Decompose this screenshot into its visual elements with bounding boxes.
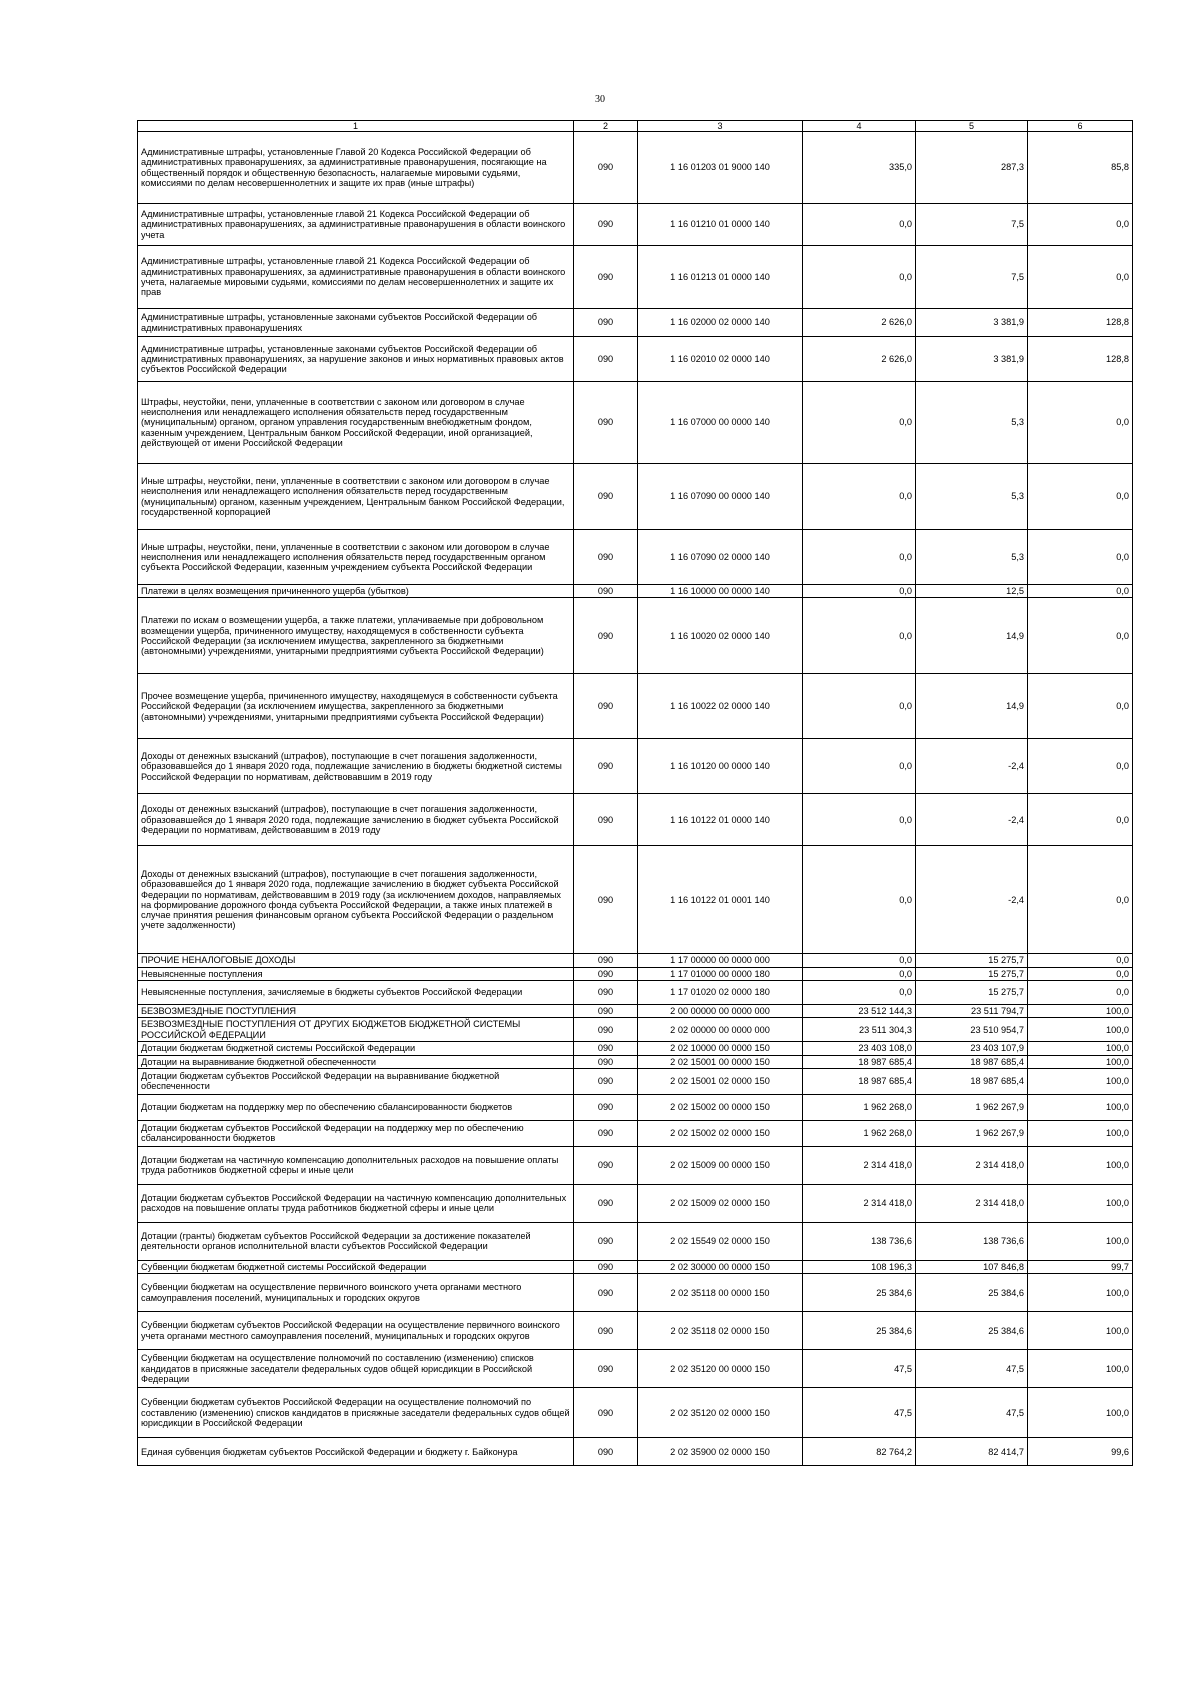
row-value-col4-cell: 82 764,2 — [803, 1438, 916, 1466]
row-kbk-cell: 1 16 01203 01 9000 140 — [638, 132, 803, 204]
row-code-cell: 090 — [574, 1274, 638, 1312]
row-value-col6-cell: 100,0 — [1028, 1042, 1133, 1055]
row-value-col4-cell: 47,5 — [803, 1350, 916, 1388]
row-code-cell: 090 — [574, 1350, 638, 1388]
table-row — [138, 1068, 1133, 1094]
row-name-cell: БЕЗВОЗМЕЗДНЫЕ ПОСТУПЛЕНИЯ — [138, 1004, 574, 1017]
row-value-col6-cell: 100,0 — [1028, 1350, 1133, 1388]
row-name-cell: Административные штрафы, установленные Главой 20 Кодекса Российской Федерации об административных правонарушениях, за административные правонарушения, посягающие на общественный порядок и общественную безопасность, налагаемые мировыми судьями, комиссиями по делам несовершеннолетних и защите их прав (иные штрафы) — [138, 132, 574, 204]
row-value-col5-cell: 12,5 — [916, 585, 1028, 598]
row-value-col5-cell: 18 987 685,4 — [916, 1068, 1028, 1094]
row-value-col5-cell: 3 381,9 — [916, 309, 1028, 337]
row-value-col5-cell: 23 511 794,7 — [916, 1004, 1028, 1017]
row-value-col5-cell: 3 381,9 — [916, 337, 1028, 382]
table-row — [138, 1350, 1133, 1388]
row-value-col4-cell: 138 736,6 — [803, 1222, 916, 1260]
column-header: 4 — [803, 121, 916, 132]
row-name-cell: Штрафы, неустойки, пени, уплаченные в соответствии с законом или договором в случае неисполнения или ненадлежащего исполнения обязательств перед государственным (муниципальным) органом, органом управления государственным внебюджетным фондом, казенным учреждением, Центральным банком Российской Федерации, иной организацией, действующей от имени Российской Федерации — [138, 382, 574, 464]
row-value-col5-cell: 82 414,7 — [916, 1438, 1028, 1466]
row-code-cell: 090 — [574, 1042, 638, 1055]
row-kbk-cell: 1 16 01213 01 0000 140 — [638, 246, 803, 309]
row-value-col4-cell: 0,0 — [803, 585, 916, 598]
row-value-col4-cell: 2 314 418,0 — [803, 1146, 916, 1184]
table-row — [138, 1184, 1133, 1222]
row-kbk-cell: 1 16 10022 02 0000 140 — [638, 674, 803, 739]
row-name-cell: Дотации бюджетам на частичную компенсацию дополнительных расходов на повышение оплаты труда работников бюджетной сферы и иные цели — [138, 1146, 574, 1184]
row-kbk-cell: 1 17 01000 00 0000 180 — [638, 967, 803, 980]
row-value-col6-cell: 0,0 — [1028, 598, 1133, 674]
row-value-col6-cell: 99,7 — [1028, 1260, 1133, 1273]
table-row — [138, 530, 1133, 585]
table-row — [138, 1018, 1133, 1042]
column-header: 5 — [916, 121, 1028, 132]
row-name-cell: Административные штрафы, установленные главой 21 Кодекса Российской Федерации об административных правонарушениях, за административные правонарушения в области воинского учета — [138, 204, 574, 246]
row-code-cell: 090 — [574, 598, 638, 674]
row-name-cell: Административные штрафы, установленные законами субъектов Российской Федерации об административных правонарушениях, за нарушение законов и иных нормативных правовых актов субъектов Российской Федерации — [138, 337, 574, 382]
column-header: 3 — [638, 121, 803, 132]
row-value-col5-cell: 7,5 — [916, 246, 1028, 309]
column-header: 1 — [138, 121, 574, 132]
row-kbk-cell: 2 00 00000 00 0000 000 — [638, 1004, 803, 1017]
row-kbk-cell: 2 02 15001 02 0000 150 — [638, 1068, 803, 1094]
row-value-col4-cell: 0,0 — [803, 382, 916, 464]
row-kbk-cell: 2 02 15009 00 0000 150 — [638, 1146, 803, 1184]
row-value-col6-cell: 100,0 — [1028, 1055, 1133, 1068]
table-row — [138, 132, 1133, 204]
row-name-cell: Административные штрафы, установленные главой 21 Кодекса Российской Федерации об административных правонарушениях, за административные правонарушения в области воинского учета, налагаемые мировыми судьями, комиссиями по делам несовершеннолетних и защите их прав — [138, 246, 574, 309]
row-code-cell: 090 — [574, 954, 638, 967]
row-kbk-cell: 2 02 00000 00 0000 000 — [638, 1018, 803, 1042]
row-code-cell: 090 — [574, 464, 638, 530]
row-value-col5-cell: 14,9 — [916, 598, 1028, 674]
row-value-col6-cell: 0,0 — [1028, 967, 1133, 980]
row-code-cell: 090 — [574, 739, 638, 794]
row-value-col5-cell: 23 510 954,7 — [916, 1018, 1028, 1042]
row-value-col4-cell: 0,0 — [803, 464, 916, 530]
table-row — [138, 1055, 1133, 1068]
row-name-cell: Иные штрафы, неустойки, пени, уплаченные в соответствии с законом или договором в случае неисполнения или ненадлежащего исполнения обязательств перед государственным (муниципальным) органом, казенным учреждением, Центральным банком Российской Федерации, государственной корпорацией — [138, 464, 574, 530]
row-code-cell: 090 — [574, 1094, 638, 1120]
row-code-cell: 090 — [574, 1388, 638, 1438]
row-value-col5-cell: 18 987 685,4 — [916, 1055, 1028, 1068]
row-value-col6-cell: 100,0 — [1028, 1068, 1133, 1094]
row-value-col6-cell: 128,8 — [1028, 309, 1133, 337]
row-value-col4-cell: 0,0 — [803, 739, 916, 794]
row-value-col6-cell: 100,0 — [1028, 1312, 1133, 1350]
row-code-cell: 090 — [574, 1146, 638, 1184]
row-name-cell: Дотации бюджетам бюджетной системы Российской Федерации — [138, 1042, 574, 1055]
row-kbk-cell: 1 16 10122 01 0001 140 — [638, 846, 803, 954]
table-row — [138, 337, 1133, 382]
row-kbk-cell: 2 02 10000 00 0000 150 — [638, 1042, 803, 1055]
table-row — [138, 1222, 1133, 1260]
row-kbk-cell: 1 17 00000 00 0000 000 — [638, 954, 803, 967]
row-code-cell: 090 — [574, 204, 638, 246]
row-value-col5-cell: 15 275,7 — [916, 954, 1028, 967]
row-value-col6-cell: 100,0 — [1028, 1184, 1133, 1222]
row-value-col5-cell: 287,3 — [916, 132, 1028, 204]
row-value-col4-cell: 335,0 — [803, 132, 916, 204]
row-name-cell: Субвенции бюджетам на осуществление первичного воинского учета органами местного самоуправления поселений, муниципальных и городских округов — [138, 1274, 574, 1312]
row-value-col4-cell: 2 626,0 — [803, 337, 916, 382]
row-name-cell: Невыясненные поступления, зачисляемые в бюджеты субъектов Российской Федерации — [138, 980, 574, 1004]
row-kbk-cell: 2 02 30000 00 0000 150 — [638, 1260, 803, 1273]
row-value-col4-cell: 0,0 — [803, 674, 916, 739]
row-value-col5-cell: 5,3 — [916, 382, 1028, 464]
table-header-row — [138, 121, 1133, 132]
table-row — [138, 846, 1133, 954]
row-name-cell: Иные штрафы, неустойки, пени, уплаченные в соответствии с законом или договором в случае неисполнения или ненадлежащего исполнения обязательств перед государственным органом субъекта Российской Федерации, казенным учреждением субъекта Российской Федерации — [138, 530, 574, 585]
table-row — [138, 1042, 1133, 1055]
row-value-col6-cell: 0,0 — [1028, 585, 1133, 598]
row-code-cell: 090 — [574, 1438, 638, 1466]
row-value-col5-cell: 25 384,6 — [916, 1312, 1028, 1350]
row-code-cell: 090 — [574, 585, 638, 598]
row-kbk-cell: 1 16 10000 00 0000 140 — [638, 585, 803, 598]
row-kbk-cell: 1 16 01210 01 0000 140 — [638, 204, 803, 246]
row-value-col4-cell: 25 384,6 — [803, 1312, 916, 1350]
row-kbk-cell: 1 16 07090 00 0000 140 — [638, 464, 803, 530]
row-code-cell: 090 — [574, 1120, 638, 1146]
row-value-col4-cell: 23 511 304,3 — [803, 1018, 916, 1042]
row-name-cell: Административные штрафы, установленные законами субъектов Российской Федерации об административных правонарушениях — [138, 309, 574, 337]
row-value-col5-cell: 23 403 107,9 — [916, 1042, 1028, 1055]
row-value-col4-cell: 0,0 — [803, 598, 916, 674]
row-code-cell: 090 — [574, 1055, 638, 1068]
table-row — [138, 1312, 1133, 1350]
row-name-cell: Доходы от денежных взысканий (штрафов), поступающие в счет погашения задолженности, образовавшейся до 1 января 2020 года, подлежащие зачислению в бюджет субъекта Российской Федерации по нормативам, действовавшим в 2019 году (за исключением доходов, направляемых на формирование дорожного фонда субъекта Российской Федерации, а также иных платежей в случае принятия решения финансовым органом субъекта Российской Федерации о раздельном учете задолженности) — [138, 846, 574, 954]
row-kbk-cell: 1 16 02010 02 0000 140 — [638, 337, 803, 382]
row-value-col5-cell: 107 846,8 — [916, 1260, 1028, 1273]
row-name-cell: Дотации на выравнивание бюджетной обеспеченности — [138, 1055, 574, 1068]
row-value-col4-cell: 2 626,0 — [803, 309, 916, 337]
row-value-col4-cell: 47,5 — [803, 1388, 916, 1438]
row-name-cell: Дотации бюджетам субъектов Российской Федерации на выравнивание бюджетной обеспеченности — [138, 1068, 574, 1094]
row-kbk-cell: 1 16 10122 01 0000 140 — [638, 794, 803, 846]
column-header: 2 — [574, 121, 638, 132]
row-kbk-cell: 2 02 15002 00 0000 150 — [638, 1094, 803, 1120]
table-row — [138, 309, 1133, 337]
row-value-col6-cell: 128,8 — [1028, 337, 1133, 382]
row-value-col6-cell: 0,0 — [1028, 246, 1133, 309]
row-value-col6-cell: 0,0 — [1028, 204, 1133, 246]
row-value-col6-cell: 85,8 — [1028, 132, 1133, 204]
row-value-col6-cell: 100,0 — [1028, 1388, 1133, 1438]
row-code-cell: 090 — [574, 674, 638, 739]
row-value-col4-cell: 18 987 685,4 — [803, 1055, 916, 1068]
row-value-col5-cell: 47,5 — [916, 1350, 1028, 1388]
row-value-col4-cell: 25 384,6 — [803, 1274, 916, 1312]
row-name-cell: Невыясненные поступления — [138, 967, 574, 980]
row-value-col4-cell: 108 196,3 — [803, 1260, 916, 1273]
row-name-cell: Платежи в целях возмещения причиненного ущерба (убытков) — [138, 585, 574, 598]
row-kbk-cell: 2 02 15009 02 0000 150 — [638, 1184, 803, 1222]
row-value-col4-cell: 0,0 — [803, 846, 916, 954]
row-value-col6-cell: 0,0 — [1028, 980, 1133, 1004]
row-value-col4-cell: 0,0 — [803, 530, 916, 585]
row-value-col5-cell: 7,5 — [916, 204, 1028, 246]
row-value-col4-cell: 0,0 — [803, 204, 916, 246]
table-row — [138, 954, 1133, 967]
table-row — [138, 1004, 1133, 1017]
row-name-cell: Доходы от денежных взысканий (штрафов), поступающие в счет погашения задолженности, образовавшейся до 1 января 2020 года, подлежащие зачислению в бюджеты бюджетной системы Российской Федерации по нормативам, действовавшим в 2019 году — [138, 739, 574, 794]
table-row — [138, 382, 1133, 464]
table-row — [138, 204, 1133, 246]
row-value-col5-cell: -2,4 — [916, 846, 1028, 954]
table-body — [138, 132, 1133, 1466]
page-number: 30 — [595, 94, 605, 105]
column-header: 6 — [1028, 121, 1133, 132]
row-value-col5-cell: 138 736,6 — [916, 1222, 1028, 1260]
row-code-cell: 090 — [574, 1312, 638, 1350]
row-value-col4-cell: 0,0 — [803, 246, 916, 309]
table-row — [138, 246, 1133, 309]
row-kbk-cell: 2 02 35120 00 0000 150 — [638, 1350, 803, 1388]
row-name-cell: Единая субвенция бюджетам субъектов Российской Федерации и бюджету г. Байконура — [138, 1438, 574, 1466]
row-value-col4-cell: 23 512 144,3 — [803, 1004, 916, 1017]
row-value-col6-cell: 100,0 — [1028, 1222, 1133, 1260]
table-row — [138, 1260, 1133, 1273]
row-kbk-cell: 2 02 35118 00 0000 150 — [638, 1274, 803, 1312]
row-value-col4-cell: 23 403 108,0 — [803, 1042, 916, 1055]
row-value-col6-cell: 0,0 — [1028, 954, 1133, 967]
table-row — [138, 598, 1133, 674]
row-value-col4-cell: 18 987 685,4 — [803, 1068, 916, 1094]
row-value-col4-cell: 0,0 — [803, 980, 916, 1004]
table-row — [138, 1388, 1133, 1438]
revenue-table — [137, 120, 1133, 1466]
table-row — [138, 1120, 1133, 1146]
row-name-cell: Дотации бюджетам субъектов Российской Федерации на поддержку мер по обеспечению сбалансированности бюджетов — [138, 1120, 574, 1146]
row-name-cell: Субвенции бюджетам субъектов Российской Федерации на осуществление первичного воинского учета органами местного самоуправления поселений, муниципальных и городских округов — [138, 1312, 574, 1350]
row-code-cell: 090 — [574, 980, 638, 1004]
row-value-col6-cell: 0,0 — [1028, 674, 1133, 739]
row-value-col6-cell: 0,0 — [1028, 530, 1133, 585]
table-row — [138, 674, 1133, 739]
row-code-cell: 090 — [574, 1004, 638, 1017]
row-code-cell: 090 — [574, 337, 638, 382]
row-code-cell: 090 — [574, 530, 638, 585]
table-row — [138, 585, 1133, 598]
table-row — [138, 980, 1133, 1004]
row-kbk-cell: 2 02 15001 00 0000 150 — [638, 1055, 803, 1068]
row-value-col6-cell: 100,0 — [1028, 1018, 1133, 1042]
row-name-cell: Дотации (гранты) бюджетам субъектов Российской Федерации за достижение показателей деятельности органов исполнительной власти субъектов Российской Федерации — [138, 1222, 574, 1260]
table-row — [138, 1438, 1133, 1466]
row-value-col4-cell: 0,0 — [803, 954, 916, 967]
row-value-col5-cell: 25 384,6 — [916, 1274, 1028, 1312]
row-code-cell: 090 — [574, 1260, 638, 1273]
row-kbk-cell: 2 02 15549 02 0000 150 — [638, 1222, 803, 1260]
row-value-col5-cell: 1 962 267,9 — [916, 1094, 1028, 1120]
row-kbk-cell: 2 02 35900 02 0000 150 — [638, 1438, 803, 1466]
row-value-col4-cell: 1 962 268,0 — [803, 1094, 916, 1120]
row-code-cell: 090 — [574, 246, 638, 309]
row-value-col6-cell: 100,0 — [1028, 1146, 1133, 1184]
row-name-cell: Дотации бюджетам субъектов Российской Федерации на частичную компенсацию дополнительных расходов на повышение оплаты труда работников бюджетной сферы и иные цели — [138, 1184, 574, 1222]
row-value-col5-cell: 14,9 — [916, 674, 1028, 739]
row-value-col6-cell: 0,0 — [1028, 464, 1133, 530]
row-code-cell: 090 — [574, 1184, 638, 1222]
row-value-col5-cell: 2 314 418,0 — [916, 1184, 1028, 1222]
table-row — [138, 1274, 1133, 1312]
row-name-cell: ПРОЧИЕ НЕНАЛОГОВЫЕ ДОХОДЫ — [138, 954, 574, 967]
row-value-col4-cell: 0,0 — [803, 794, 916, 846]
row-value-col6-cell: 0,0 — [1028, 382, 1133, 464]
row-kbk-cell: 2 02 35120 02 0000 150 — [638, 1388, 803, 1438]
table-row — [138, 464, 1133, 530]
row-value-col4-cell: 1 962 268,0 — [803, 1120, 916, 1146]
row-name-cell: БЕЗВОЗМЕЗДНЫЕ ПОСТУПЛЕНИЯ ОТ ДРУГИХ БЮДЖЕТОВ БЮДЖЕТНОЙ СИСТЕМЫ РОССИЙСКОЙ ФЕДЕРАЦИИ — [138, 1018, 574, 1042]
row-kbk-cell: 1 16 07000 00 0000 140 — [638, 382, 803, 464]
row-name-cell: Платежи по искам о возмещении ущерба, а также платежи, уплачиваемые при добровольном возмещении ущерба, причиненного имуществу, находящемуся в собственности субъекта Российской Федерации (за исключением имущества, закрепленного за бюджетными (автономными) учреждениями, унитарными предприятиями субъекта Российской Федерации) — [138, 598, 574, 674]
row-value-col5-cell: 1 962 267,9 — [916, 1120, 1028, 1146]
row-value-col6-cell: 0,0 — [1028, 846, 1133, 954]
row-name-cell: Дотации бюджетам на поддержку мер по обеспечению сбалансированности бюджетов — [138, 1094, 574, 1120]
row-code-cell: 090 — [574, 794, 638, 846]
row-value-col5-cell: -2,4 — [916, 794, 1028, 846]
row-value-col6-cell: 100,0 — [1028, 1274, 1133, 1312]
row-code-cell: 090 — [574, 1018, 638, 1042]
row-value-col5-cell: 2 314 418,0 — [916, 1146, 1028, 1184]
row-value-col5-cell: 15 275,7 — [916, 967, 1028, 980]
row-code-cell: 090 — [574, 846, 638, 954]
row-value-col6-cell: 100,0 — [1028, 1094, 1133, 1120]
row-code-cell: 090 — [574, 132, 638, 204]
row-value-col4-cell: 0,0 — [803, 967, 916, 980]
row-value-col6-cell: 0,0 — [1028, 794, 1133, 846]
row-value-col5-cell: 5,3 — [916, 530, 1028, 585]
table-row — [138, 967, 1133, 980]
row-kbk-cell: 1 16 10120 00 0000 140 — [638, 739, 803, 794]
row-code-cell: 090 — [574, 967, 638, 980]
row-code-cell: 090 — [574, 309, 638, 337]
row-value-col6-cell: 0,0 — [1028, 739, 1133, 794]
table-row — [138, 739, 1133, 794]
table-row — [138, 1094, 1133, 1120]
row-kbk-cell: 2 02 35118 02 0000 150 — [638, 1312, 803, 1350]
row-name-cell: Субвенции бюджетам на осуществление полномочий по составлению (изменению) списков кандидатов в присяжные заседатели федеральных судов общей юрисдикции в Российской Федерации — [138, 1350, 574, 1388]
table-row — [138, 1146, 1133, 1184]
row-value-col6-cell: 99,6 — [1028, 1438, 1133, 1466]
row-kbk-cell: 2 02 15002 02 0000 150 — [638, 1120, 803, 1146]
row-kbk-cell: 1 16 10020 02 0000 140 — [638, 598, 803, 674]
table-row — [138, 794, 1133, 846]
row-kbk-cell: 1 17 01020 02 0000 180 — [638, 980, 803, 1004]
row-value-col6-cell: 100,0 — [1028, 1004, 1133, 1017]
row-value-col5-cell: 5,3 — [916, 464, 1028, 530]
row-code-cell: 090 — [574, 382, 638, 464]
row-kbk-cell: 1 16 07090 02 0000 140 — [638, 530, 803, 585]
row-kbk-cell: 1 16 02000 02 0000 140 — [638, 309, 803, 337]
row-value-col5-cell: 15 275,7 — [916, 980, 1028, 1004]
row-code-cell: 090 — [574, 1222, 638, 1260]
row-code-cell: 090 — [574, 1068, 638, 1094]
row-value-col6-cell: 100,0 — [1028, 1120, 1133, 1146]
row-name-cell: Доходы от денежных взысканий (штрафов), поступающие в счет погашения задолженности, образовавшейся до 1 января 2020 года, подлежащие зачислению в бюджет субъекта Российской Федерации по нормативам, действовавшим в 2019 году — [138, 794, 574, 846]
row-name-cell: Субвенции бюджетам субъектов Российской Федерации на осуществление полномочий по составлению (изменению) списков кандидатов в присяжные заседатели федеральных судов общей юрисдикции в Российской Федерации — [138, 1388, 574, 1438]
row-name-cell: Субвенции бюджетам бюджетной системы Российской Федерации — [138, 1260, 574, 1273]
row-value-col5-cell: 47,5 — [916, 1388, 1028, 1438]
row-value-col5-cell: -2,4 — [916, 739, 1028, 794]
row-name-cell: Прочее возмещение ущерба, причиненного имуществу, находящемуся в собственности субъекта Российской Федерации (за исключением имущества, закрепленного за бюджетными (автономными) учреждениями, унитарными предприятиями субъекта Российской Федерации) — [138, 674, 574, 739]
row-value-col4-cell: 2 314 418,0 — [803, 1184, 916, 1222]
